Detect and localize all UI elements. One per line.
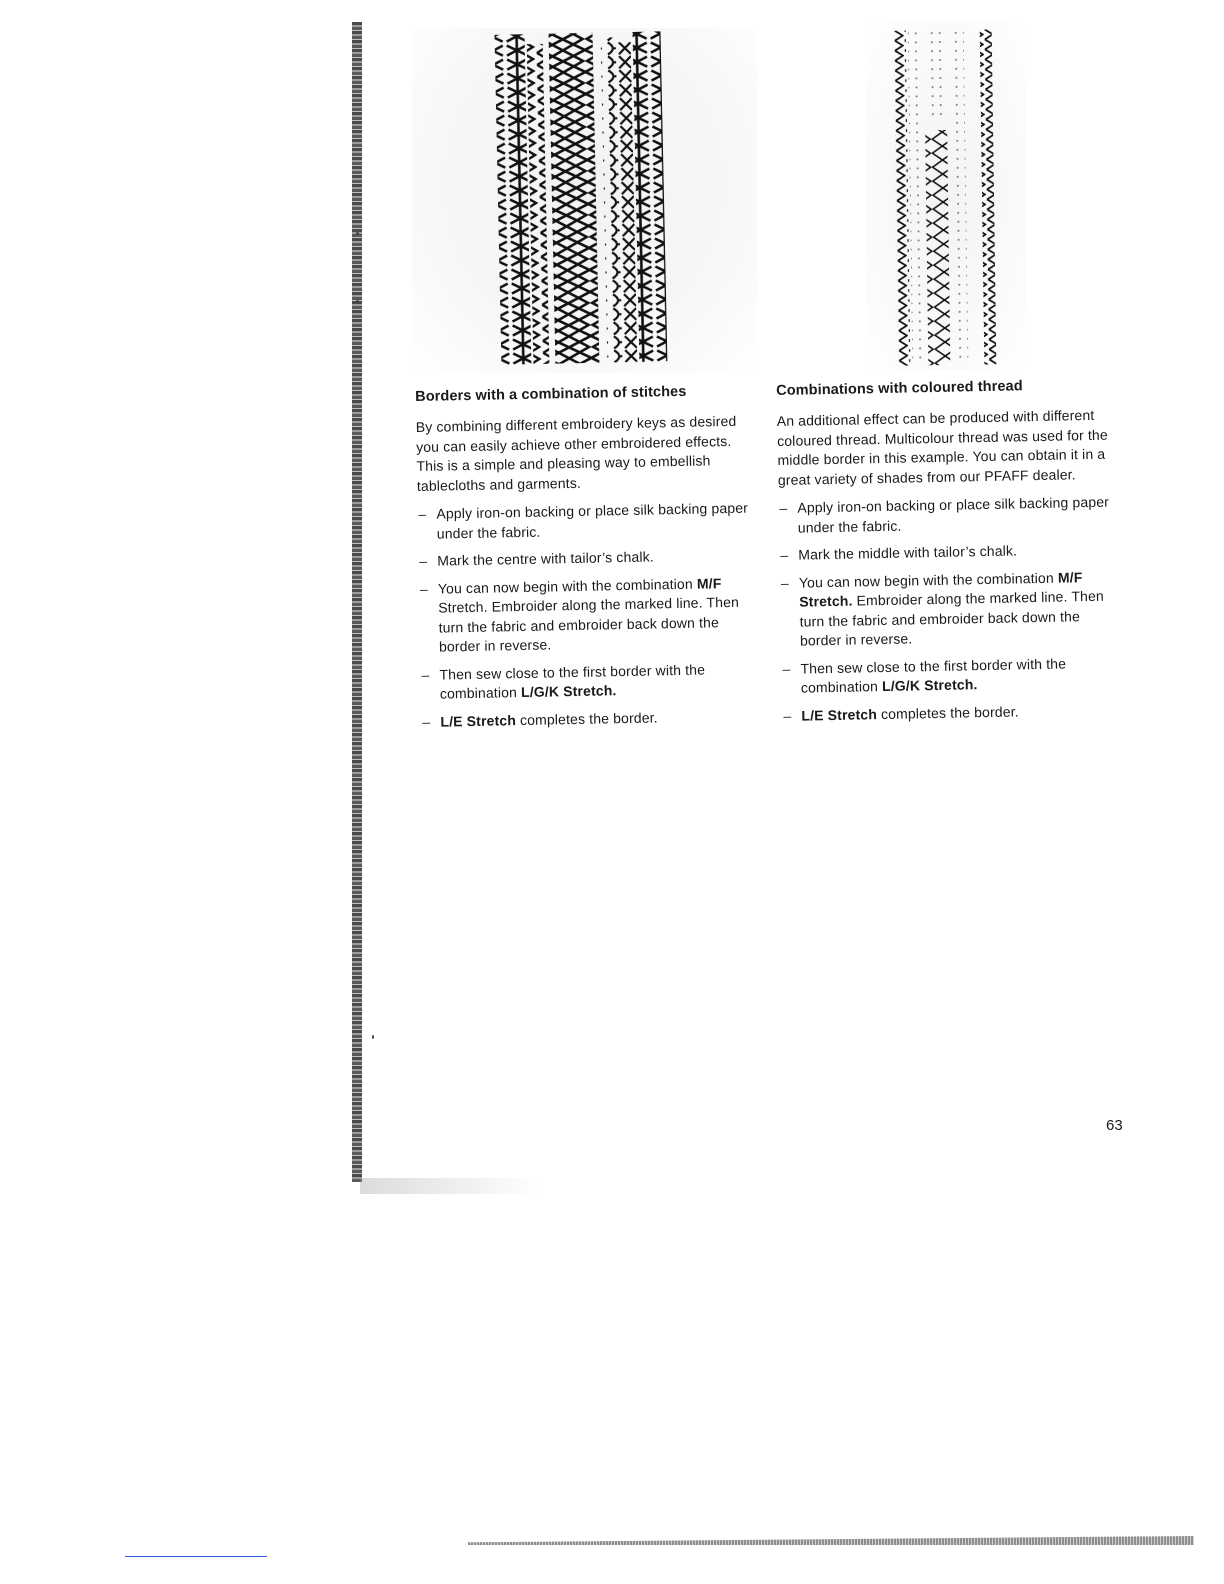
stitch-borders-combination-illustration <box>412 28 757 373</box>
scan-speck <box>356 232 359 235</box>
stitch-borders-figure <box>412 28 757 373</box>
stitch-row <box>908 30 925 365</box>
page-number: 63 <box>1106 1117 1123 1134</box>
scan-binding-edge <box>352 22 362 1182</box>
scan-speck <box>372 1035 374 1039</box>
stitch-row <box>980 29 997 364</box>
coloured-thread-figure <box>866 20 1026 370</box>
list-item: – Apply iron-on backing or place silk backing paper under the fabric. <box>779 493 1110 536</box>
list-item: – Mark the centre with tailor’s chalk. <box>419 548 654 569</box>
list-item: – Then sew close to the first border with the combination L/G/K Stretch. <box>421 660 706 702</box>
section-intro: An additional effect can be produced with different coloured thread. Multicolour thread was used for the middle border in this example. You can obtain it in a great variety of shades from our PFAFF dealer. <box>776 406 1108 488</box>
stitch-row <box>925 130 950 365</box>
list-item: – L/E Stretch completes the border. <box>783 702 1019 724</box>
stitch-row <box>950 30 969 365</box>
section-heading: Borders with a combination of stitches <box>415 383 687 405</box>
list-item: – You can now begin with the combination M/F Stretch. Embroider along the marked line. Then turn the fabric and embroider back down the border in reverse. <box>780 568 1105 649</box>
list-item: – Mark the middle with tailor’s chalk. <box>780 542 1018 563</box>
section-heading: Combinations with coloured thread <box>776 378 1023 399</box>
stitch-row <box>894 31 911 366</box>
coloured-thread-border-illustration <box>866 20 1026 370</box>
stitch-row <box>928 30 943 120</box>
scan-footer-bar <box>468 1536 1194 1545</box>
section-intro: By combining different embroidery keys as desired you can easily achieve other embroidered effects. This is a simple and pleasing way to embellish tablecloths and garments. <box>415 412 737 494</box>
list-item: – L/E Stretch completes the border. <box>422 708 658 730</box>
stitch-row <box>495 34 532 365</box>
instruction-list <box>417 498 761 731</box>
scan-shadow <box>360 1178 540 1194</box>
list-item: – Apply iron-on backing or place silk backing paper under the fabric. <box>418 499 749 542</box>
list-item: – Then sew close to the first border with the combination L/G/K Stretch. <box>782 654 1067 696</box>
instruction-list <box>778 492 1122 725</box>
footer-link-line <box>125 1556 267 1557</box>
scan-speck <box>356 300 359 303</box>
stitch-row <box>632 31 667 362</box>
left-column <box>415 381 762 739</box>
right-column <box>776 375 1123 733</box>
stitch-row <box>549 33 600 364</box>
list-item: – You can now begin with the combination M/F Stretch. Embroider along the marked line. Then turn the fabric and embroider back down the border in reverse. <box>419 574 740 655</box>
